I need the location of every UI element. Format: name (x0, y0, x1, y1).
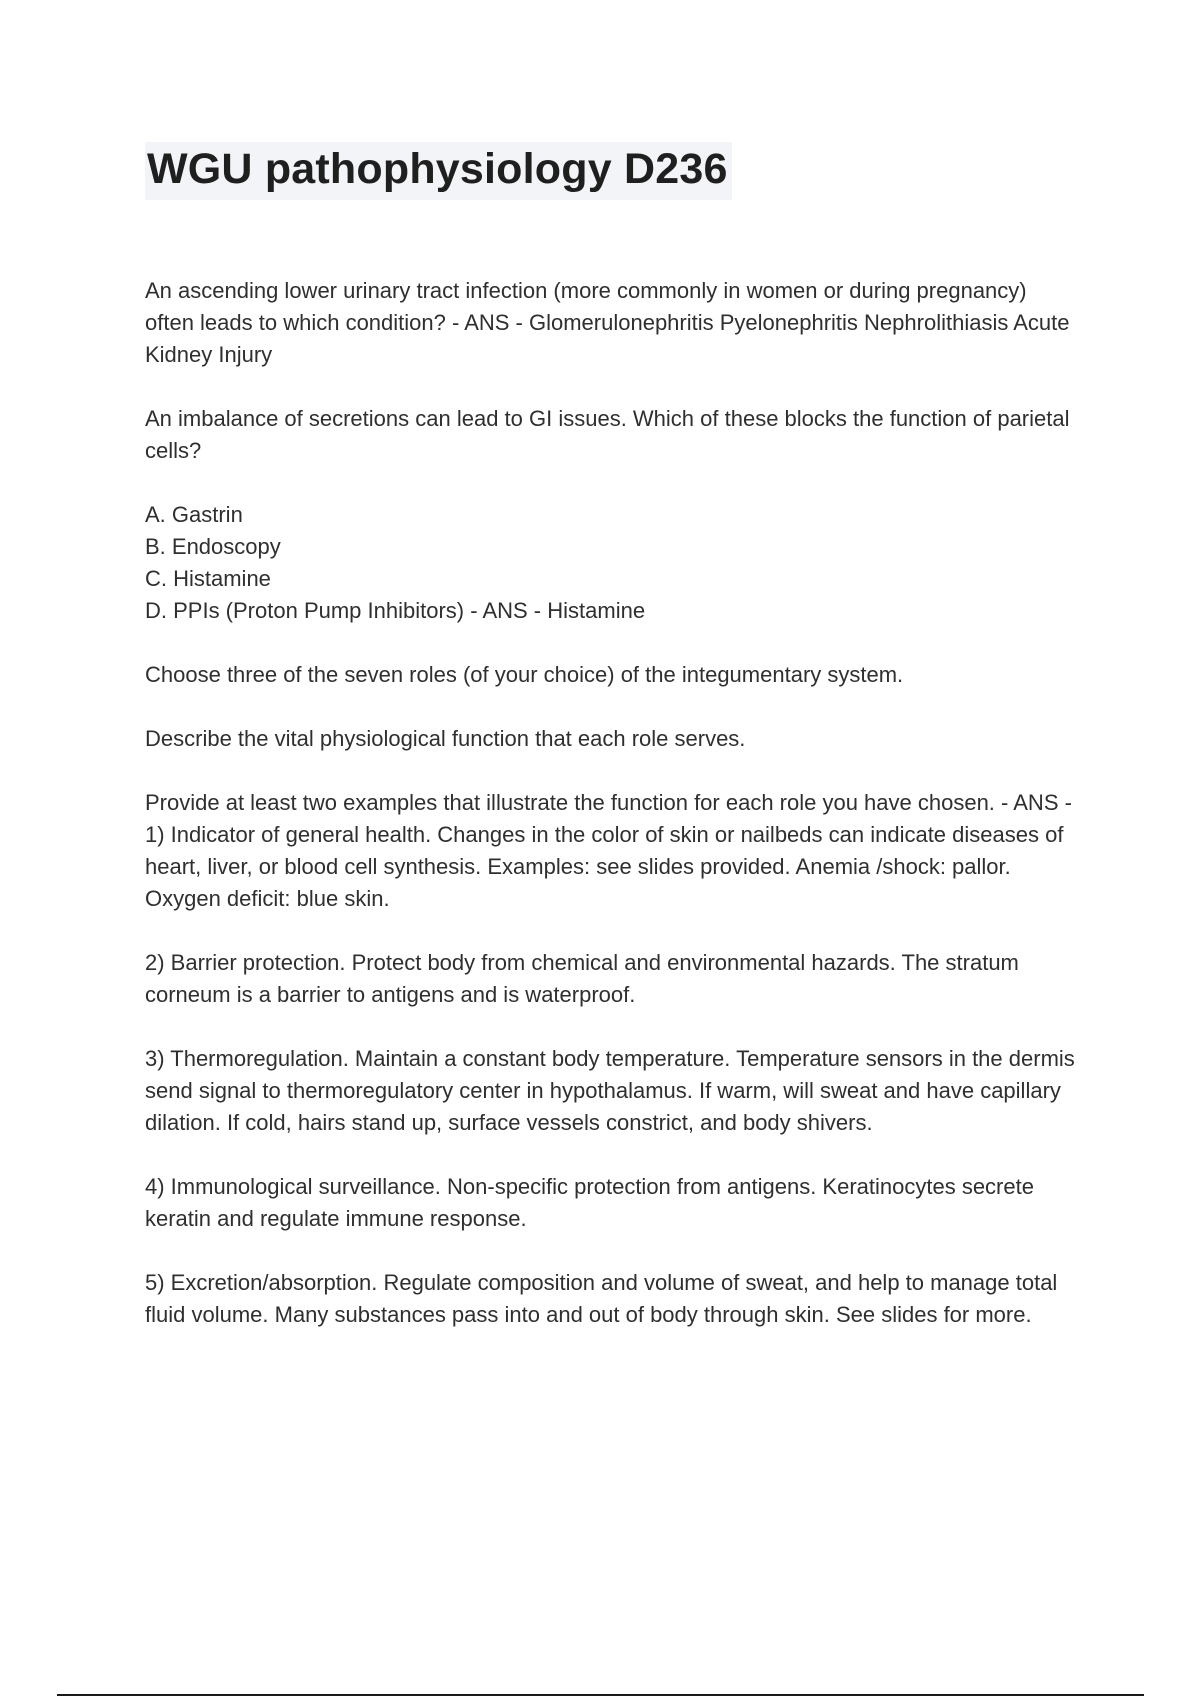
page-bottom-divider (57, 1694, 1144, 1696)
answer-thermoregulation: 3) Thermoregulation. Maintain a constant body temperature. Temperature sensors in the dermis send signal to thermoregulatory center in hypothalamus. If warm, will sweat and have capillary dilation. If cold, hairs stand up, surface vessels constrict, and body shivers. (145, 1046, 1075, 1135)
option-c: C. Histamine (145, 566, 271, 591)
answer-excretion-absorption: 5) Excretion/absorption. Regulate composition and volume of sweat, and help to manage total fluid volume. Many substances pass into and out of body through skin. See slides for more. (145, 1270, 1058, 1327)
question-integumentary-choose: Choose three of the seven roles (of your choice) of the integumentary system. (145, 662, 904, 687)
page-title: WGU pathophysiology D236 (145, 142, 732, 200)
question-parietal-cells: An imbalance of secretions can lead to GI issues. Which of these blocks the function of parietal cells? (145, 406, 1070, 463)
answer-barrier-protection: 2) Barrier protection. Protect body from chemical and environmental hazards. The stratum corneum is a barrier to antigens and is waterproof. (145, 950, 1019, 1007)
option-a: A. Gastrin (145, 502, 243, 527)
answer-options-list (145, 499, 1080, 627)
document-body (145, 275, 1080, 1363)
question-integumentary-describe: Describe the vital physiological function that each role serves. (145, 726, 746, 751)
option-d: D. PPIs (Proton Pump Inhibitors) - ANS - Histamine (145, 598, 646, 623)
option-b: B. Endoscopy (145, 534, 281, 559)
question-integumentary-examples: Provide at least two examples that illustrate the function for each role you have chosen. - ANS - 1) Indicator of general health. Changes in the color of skin or nailbeds can indicate diseases of heart, liver, or blood cell synthesis. Examples: see slides provided. Anemia /shock: pallor. Oxygen deficit: blue skin. (145, 790, 1072, 911)
answer-immunological-surveillance: 4) Immunological surveillance. Non-specific protection from antigens. Keratinocytes secrete keratin and regulate immune response. (145, 1174, 1034, 1231)
question-uti: An ascending lower urinary tract infection (more commonly in women or during pregnancy) often leads to which condition? - ANS - Glomerulonephritis Pyelonephritis Nephrolithiasis Acute Kidney Injury (145, 278, 1070, 367)
